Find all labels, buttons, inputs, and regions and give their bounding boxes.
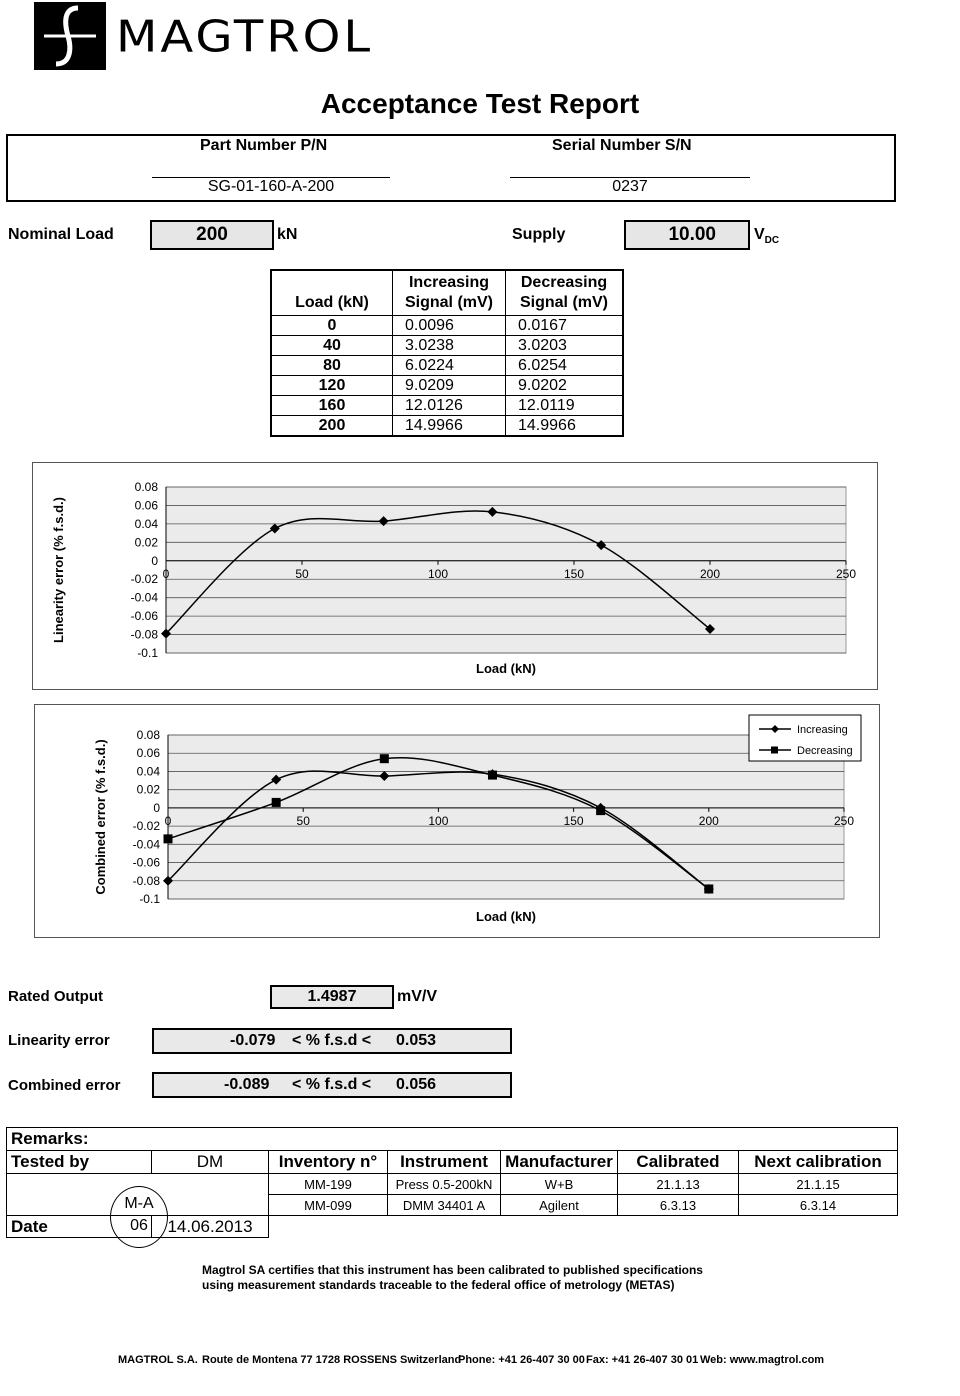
- nominal-load-label: Nominal Load: [8, 226, 114, 243]
- x-tick-label: 200: [698, 813, 719, 828]
- footer-company: MAGTROL S.A.: [118, 1354, 198, 1366]
- cell-dec: 0.0167: [506, 316, 624, 336]
- y-tick-label: -0.02: [130, 572, 158, 587]
- linearity-range-text: < % f.s.d <: [292, 1032, 372, 1049]
- y-tick-label: -0.06: [130, 609, 158, 624]
- y-tick-label: 0.04: [136, 764, 160, 779]
- x-tick-label: 50: [295, 566, 309, 581]
- combined-error-chart: [35, 705, 881, 939]
- data-point-square: [488, 771, 497, 780]
- data-point-square: [596, 806, 605, 815]
- cell-calibrated: 21.1.13: [618, 1174, 739, 1195]
- cell-inventory: MM-099: [269, 1195, 388, 1216]
- table-row: [271, 396, 623, 416]
- page-title: Acceptance Test Report: [320, 88, 640, 119]
- y-tick-label: -0.04: [130, 590, 158, 605]
- x-tick-label: 150: [563, 813, 584, 828]
- combined-error-label: Combined error: [8, 1077, 121, 1094]
- cell-load: 200: [271, 416, 393, 437]
- cell-load: 0: [271, 316, 393, 336]
- linearity-error-label: Linearity error: [8, 1032, 110, 1049]
- cell-dec: 9.0202: [506, 376, 624, 396]
- rated-output-unit: mV/V: [397, 988, 438, 1005]
- x-tick-label: 0: [164, 813, 172, 828]
- y-tick-label: 0: [153, 800, 160, 815]
- tested-by-value: DM: [152, 1151, 269, 1174]
- rated-output-value: 1.4987: [270, 985, 394, 1009]
- y-tick-label: -0.04: [132, 837, 160, 852]
- serial-number-value: 0237: [612, 178, 648, 195]
- header-instrument: Instrument: [388, 1151, 501, 1174]
- date-value: 14.06.2013: [152, 1216, 269, 1238]
- identity-box: [6, 134, 896, 202]
- cell-load: 40: [271, 336, 393, 356]
- y-tick-label: -0.08: [130, 627, 158, 642]
- col-load-label: Load (kN): [295, 294, 369, 311]
- data-point-square: [272, 798, 281, 807]
- footer-phone: Phone: +41 26-407 30 00: [458, 1354, 585, 1366]
- combined-chart-frame: [34, 704, 880, 938]
- header-calibrated: Calibrated: [618, 1151, 739, 1174]
- col-inc-line1: Increasing: [408, 274, 490, 291]
- nominal-load-unit: kN: [277, 226, 298, 243]
- data-point-square: [380, 754, 389, 763]
- cell-load: 120: [271, 376, 393, 396]
- signal-table: [270, 269, 624, 437]
- cell-calibrated: 6.3.13: [618, 1195, 739, 1216]
- col-inc-line2: Signal (mV): [404, 294, 493, 311]
- y-tick-label: -0.1: [137, 646, 158, 660]
- combined-max: 0.056: [396, 1076, 437, 1093]
- data-point-square: [704, 884, 713, 893]
- cell-next: 6.3.14: [739, 1195, 898, 1216]
- nominal-load-value: 200: [150, 220, 274, 250]
- x-tick-label: 150: [563, 566, 585, 581]
- supply-unit-sub: DC: [764, 235, 780, 247]
- cell-instrument: DMM 34401 A: [388, 1195, 501, 1216]
- x-axis-label: Load (kN): [476, 909, 536, 924]
- cell-inc: 14.9966: [393, 416, 506, 437]
- cell-inc: 6.0224: [393, 356, 506, 376]
- y-tick-label: -0.1: [139, 892, 160, 906]
- inspection-stamp: [110, 1186, 168, 1248]
- certification-line2: using measurement standards traceable to the federal office of metrology (METAS): [202, 1278, 675, 1292]
- x-tick-label: 250: [835, 566, 857, 581]
- stamp-line2: 06: [130, 1217, 148, 1234]
- cell-inc: 12.0126: [393, 396, 506, 416]
- footer-address: Route de Montena 77 1728 ROSSENS Switzerland: [202, 1354, 462, 1366]
- x-tick-label: 100: [427, 566, 449, 581]
- y-tick-label: 0.02: [134, 535, 158, 550]
- cell-manufacturer: Agilent: [501, 1195, 618, 1216]
- x-tick-label: 0: [162, 566, 170, 581]
- x-tick-label: 250: [833, 813, 855, 828]
- col-dec-line2: Signal (mV): [519, 294, 608, 311]
- header-inventory: Inventory n°: [269, 1151, 388, 1174]
- cell-manufacturer: W+B: [501, 1174, 618, 1195]
- magtrol-logo-mark-icon: [34, 2, 106, 70]
- y-tick-label: -0.02: [132, 819, 160, 834]
- cell-inc: 3.0238: [393, 336, 506, 356]
- y-axis-label: Linearity error (% f.s.d.): [51, 497, 66, 643]
- certification-line1: Magtrol SA certifies that this instrument has been calibrated to published specifications: [202, 1263, 703, 1277]
- y-tick-label: 0.04: [134, 516, 158, 531]
- y-tick-label: 0.02: [136, 782, 160, 797]
- stamp-line1: M-A: [124, 1195, 154, 1212]
- cell-dec: 14.9966: [506, 416, 624, 437]
- x-tick-label: 50: [296, 813, 310, 828]
- cell-dec: 12.0119: [506, 396, 624, 416]
- cell-inc: 0.0096: [393, 316, 506, 336]
- cell-dec: 6.0254: [506, 356, 624, 376]
- y-tick-label: 0: [151, 553, 158, 568]
- serial-number-label: Serial Number S/N: [552, 137, 692, 154]
- y-tick-label: 0.06: [134, 498, 158, 513]
- cell-instrument: Press 0.5-200kN: [388, 1174, 501, 1195]
- legend-label: Decreasing: [797, 745, 853, 757]
- x-tick-label: 200: [699, 566, 721, 581]
- col-dec-line1: Decreasing: [520, 274, 608, 291]
- table-row: [271, 416, 623, 437]
- brand-wordmark: MAGTROL: [116, 12, 374, 63]
- table-row: [271, 316, 623, 336]
- rated-output-label: Rated Output: [8, 988, 103, 1005]
- stamp-divider: [111, 1215, 167, 1216]
- y-axis-label: Combined error (% f.s.d.): [93, 739, 108, 895]
- date-label: Date: [7, 1216, 152, 1238]
- col-load-header: [271, 270, 393, 316]
- cell-next: 21.1.15: [739, 1174, 898, 1195]
- cell-load: 80: [271, 356, 393, 376]
- linearity-min: -0.079: [230, 1032, 276, 1049]
- y-tick-label: 0.08: [134, 480, 158, 494]
- remarks-label: Remarks:: [7, 1128, 898, 1151]
- combined-min: -0.089: [224, 1076, 270, 1093]
- cell-dec: 3.0203: [506, 336, 624, 356]
- legend-marker-square: [771, 747, 778, 754]
- table-row: [271, 356, 623, 376]
- supply-label: Supply: [512, 226, 566, 243]
- combined-range-text: < % f.s.d <: [292, 1076, 372, 1093]
- header-next-calibration: Next calibration: [739, 1151, 898, 1174]
- y-tick-label: 0.08: [136, 728, 160, 742]
- y-tick-label: -0.08: [132, 873, 160, 888]
- x-axis-label: Load (kN): [476, 661, 536, 676]
- supply-unit-main: V: [754, 226, 765, 243]
- linearity-error-box: [152, 1028, 512, 1054]
- supply-value: 10.00: [624, 220, 750, 250]
- combined-error-box: [152, 1072, 512, 1098]
- table-row: [271, 336, 623, 356]
- data-point-square: [164, 834, 173, 843]
- part-number-label: Part Number P/N: [200, 137, 328, 154]
- y-tick-label: -0.06: [132, 855, 160, 870]
- cell-inventory: MM-199: [269, 1174, 388, 1195]
- header-manufacturer: Manufacturer: [501, 1151, 618, 1174]
- certification-text: [202, 1263, 703, 1293]
- footer-web: Web: www.magtrol.com: [700, 1354, 825, 1366]
- cell-load: 160: [271, 396, 393, 416]
- col-decreasing-header: [506, 270, 624, 316]
- table-row: [271, 376, 623, 396]
- supply-unit: [754, 226, 779, 246]
- footer-fax: Fax: +41 26-407 30 01: [586, 1354, 699, 1366]
- empty-cell: [269, 1216, 898, 1238]
- x-tick-label: 100: [428, 813, 449, 828]
- col-increasing-header: [393, 270, 506, 316]
- legend-label: Increasing: [797, 724, 848, 736]
- linearity-error-chart: [33, 463, 879, 691]
- plot-area: [168, 735, 844, 899]
- linearity-chart-frame: [32, 462, 878, 690]
- part-number-value: SG-01-160-A-200: [207, 178, 335, 195]
- y-tick-label: 0.06: [136, 746, 160, 761]
- cell-inc: 9.0209: [393, 376, 506, 396]
- plot-area: [166, 487, 846, 653]
- linearity-max: 0.053: [396, 1032, 437, 1049]
- tested-by-label: Tested by: [7, 1151, 152, 1174]
